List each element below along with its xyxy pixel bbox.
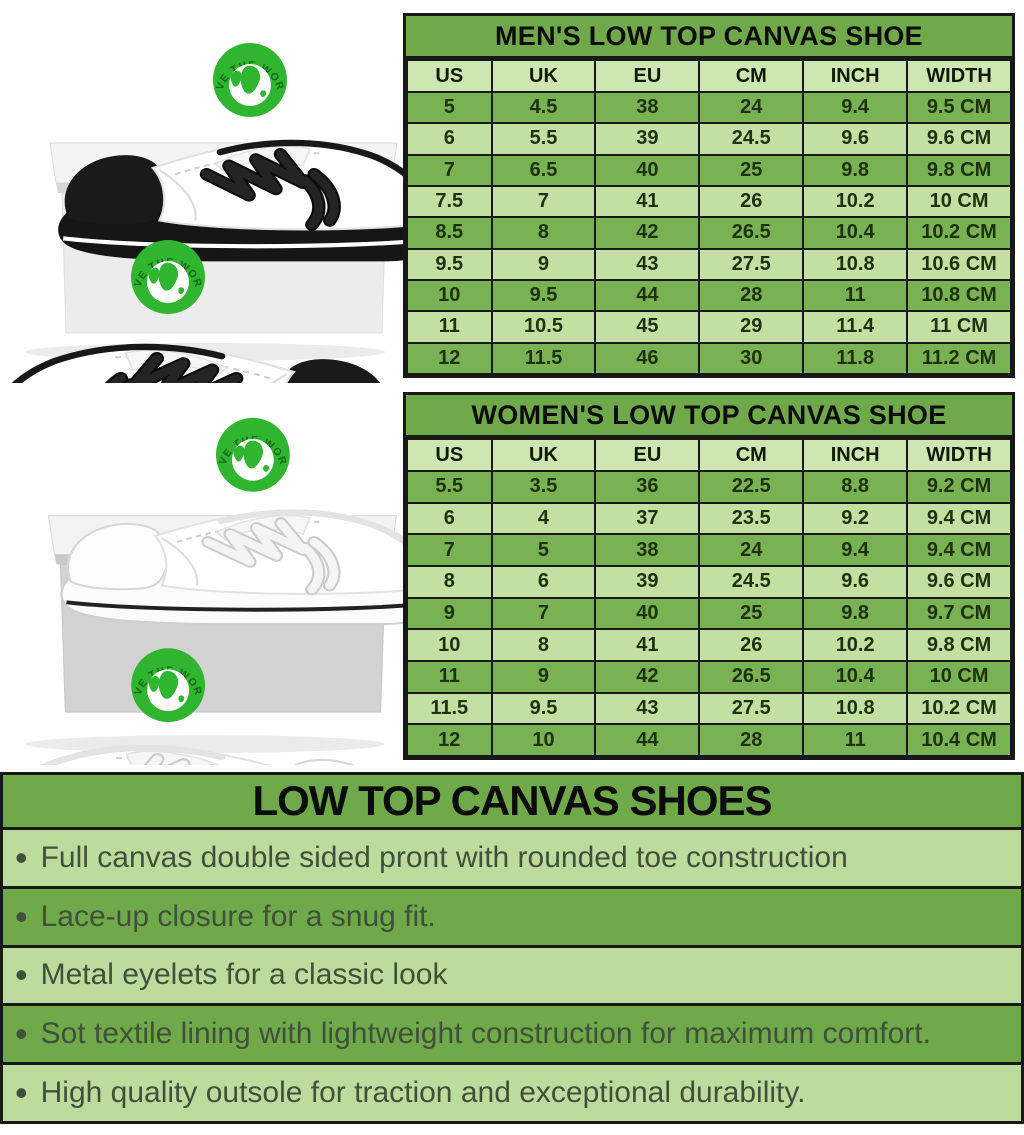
size-cell: 6.5 <box>492 155 596 186</box>
size-cell: 43 <box>595 249 699 280</box>
size-row <box>407 566 1011 598</box>
size-cell: 10.2 <box>803 186 907 217</box>
size-cell: 39 <box>595 123 699 154</box>
white-shoes-illustration <box>0 383 420 765</box>
size-cell: 7 <box>492 598 596 630</box>
size-cell: 10 <box>492 724 596 756</box>
size-cell: 10.8 CM <box>907 280 1011 311</box>
size-cell: 11 <box>407 661 492 693</box>
size-cell: 9.6 CM <box>907 566 1011 598</box>
size-cell: 9 <box>407 598 492 630</box>
size-row <box>407 629 1011 661</box>
size-cell: 8.8 <box>803 471 907 503</box>
size-cell: 5.5 <box>407 471 492 503</box>
size-cell: 11 <box>407 311 492 342</box>
size-cell: 9.2 CM <box>907 471 1011 503</box>
size-cell: 10 <box>407 280 492 311</box>
size-cell: 22.5 <box>699 471 803 503</box>
size-cell: 9.7 CM <box>907 598 1011 630</box>
size-cell: 30 <box>699 343 803 374</box>
size-cell: 9.6 <box>803 123 907 154</box>
size-cell: 9.5 <box>407 249 492 280</box>
size-cell: 9.4 CM <box>907 503 1011 535</box>
size-cell: 10.4 <box>803 217 907 248</box>
size-cell: 4 <box>492 503 596 535</box>
size-cell: 36 <box>595 471 699 503</box>
size-cell: 24 <box>699 92 803 123</box>
size-cell: 26.5 <box>699 217 803 248</box>
size-cell: 11 CM <box>907 311 1011 342</box>
column-header: US <box>407 439 492 471</box>
column-header: INCH <box>803 60 907 92</box>
size-cell: 11 <box>803 724 907 756</box>
size-cell: 25 <box>699 598 803 630</box>
column-header: INCH <box>803 439 907 471</box>
size-cell: 42 <box>595 217 699 248</box>
photo-white-shoes <box>0 383 420 765</box>
size-cell: 45 <box>595 311 699 342</box>
feature-item: • Full canvas double sided pront with rounded toe construction <box>3 830 1021 886</box>
size-cell: 7 <box>407 534 492 566</box>
size-cell: 10.6 CM <box>907 249 1011 280</box>
feature-item: • High quality outsole for traction and exceptional durability. <box>3 1065 1021 1121</box>
column-header: EU <box>595 439 699 471</box>
size-cell: 9 <box>492 249 596 280</box>
size-cell: 24.5 <box>699 123 803 154</box>
features-list <box>3 830 1021 1121</box>
size-cell: 29 <box>699 311 803 342</box>
size-cell: 11.5 <box>492 343 596 374</box>
size-cell: 44 <box>595 724 699 756</box>
size-cell: 7 <box>407 155 492 186</box>
size-cell: 9.6 <box>803 566 907 598</box>
size-cell: 9.5 <box>492 280 596 311</box>
features-title: LOW TOP CANVAS SHOES <box>3 775 1021 827</box>
size-row <box>407 217 1011 248</box>
size-cell: 10 CM <box>907 661 1011 693</box>
size-row <box>407 311 1011 342</box>
size-cell: 43 <box>595 693 699 725</box>
size-cell: 11.4 <box>803 311 907 342</box>
column-header: WIDTH <box>907 60 1011 92</box>
love-the-world-logo <box>131 648 205 722</box>
size-cell: 26 <box>699 629 803 661</box>
size-cell: 9.2 <box>803 503 907 535</box>
feature-item: • Lace-up closure for a snug fit. <box>3 889 1021 945</box>
mens-table-title: MEN'S LOW TOP CANVAS SHOE <box>406 16 1012 59</box>
column-header: CM <box>699 439 803 471</box>
size-row <box>407 724 1011 756</box>
feature-item: • Sot textile lining with lightweight construction for maximum comfort. <box>3 1006 1021 1062</box>
size-cell: 9.8 <box>803 598 907 630</box>
size-cell: 9.5 CM <box>907 92 1011 123</box>
size-row <box>407 155 1011 186</box>
size-row <box>407 661 1011 693</box>
size-cell: 3.5 <box>492 471 596 503</box>
size-row <box>407 123 1011 154</box>
size-row <box>407 471 1011 503</box>
size-cell: 10 CM <box>907 186 1011 217</box>
size-cell: 42 <box>595 661 699 693</box>
love-the-world-logo <box>216 418 290 492</box>
photo-black-shoes <box>0 0 420 383</box>
column-header: UK <box>492 439 596 471</box>
size-cell: 9.4 <box>803 92 907 123</box>
size-cell: 8.5 <box>407 217 492 248</box>
size-cell: 7.5 <box>407 186 492 217</box>
size-cell: 28 <box>699 724 803 756</box>
size-row <box>407 186 1011 217</box>
size-cell: 24.5 <box>699 566 803 598</box>
size-cell: 44 <box>595 280 699 311</box>
size-row <box>407 693 1011 725</box>
size-cell: 8 <box>407 566 492 598</box>
size-cell: 28 <box>699 280 803 311</box>
size-cell: 11.2 CM <box>907 343 1011 374</box>
size-cell: 9.6 CM <box>907 123 1011 154</box>
black-shoes-illustration <box>0 0 420 383</box>
womens-table-title: WOMEN'S LOW TOP CANVAS SHOE <box>406 395 1012 438</box>
size-row <box>407 249 1011 280</box>
size-cell: 40 <box>595 155 699 186</box>
size-row <box>407 92 1011 123</box>
size-cell: 40 <box>595 598 699 630</box>
size-cell: 6 <box>407 503 492 535</box>
size-cell: 10.2 CM <box>907 217 1011 248</box>
mens-size-table <box>403 13 1015 378</box>
size-cell: 10.4 CM <box>907 724 1011 756</box>
size-cell: 38 <box>595 534 699 566</box>
size-cell: 27.5 <box>699 249 803 280</box>
column-header: UK <box>492 60 596 92</box>
size-cell: 5 <box>407 92 492 123</box>
size-row <box>407 503 1011 535</box>
size-row <box>407 534 1011 566</box>
size-cell: 26 <box>699 186 803 217</box>
size-cell: 9.8 <box>803 155 907 186</box>
size-cell: 27.5 <box>699 693 803 725</box>
size-row <box>407 343 1011 374</box>
size-cell: 10.8 <box>803 249 907 280</box>
love-the-world-logo <box>131 240 205 314</box>
white-shoe-on-box <box>61 510 420 624</box>
column-header: EU <box>595 60 699 92</box>
size-cell: 8 <box>492 629 596 661</box>
size-cell: 38 <box>595 92 699 123</box>
size-cell: 10.2 CM <box>907 693 1011 725</box>
size-cell: 9.4 <box>803 534 907 566</box>
size-cell: 39 <box>595 566 699 598</box>
size-cell: 11 <box>803 280 907 311</box>
size-cell: 46 <box>595 343 699 374</box>
features-section <box>0 772 1024 1124</box>
size-cell: 10.8 <box>803 693 907 725</box>
size-cell: 7 <box>492 186 596 217</box>
size-cell: 9.4 CM <box>907 534 1011 566</box>
size-cell: 9.8 CM <box>907 629 1011 661</box>
size-cell: 10.2 <box>803 629 907 661</box>
size-cell: 11.8 <box>803 343 907 374</box>
size-row <box>407 280 1011 311</box>
column-header: US <box>407 60 492 92</box>
size-cell: 10.5 <box>492 311 596 342</box>
size-cell: 9.8 CM <box>907 155 1011 186</box>
size-cell: 25 <box>699 155 803 186</box>
size-cell: 5 <box>492 534 596 566</box>
size-cell: 26.5 <box>699 661 803 693</box>
size-cell: 12 <box>407 343 492 374</box>
size-cell: 41 <box>595 186 699 217</box>
size-cell: 10 <box>407 629 492 661</box>
size-cell: 4.5 <box>492 92 596 123</box>
size-cell: 12 <box>407 724 492 756</box>
womens-size-table <box>403 392 1015 760</box>
size-row <box>407 598 1011 630</box>
column-header: CM <box>699 60 803 92</box>
size-cell: 24 <box>699 534 803 566</box>
size-cell: 6 <box>407 123 492 154</box>
feature-item: • Metal eyelets for a classic look <box>3 948 1021 1004</box>
size-cell: 23.5 <box>699 503 803 535</box>
size-cell: 10.4 <box>803 661 907 693</box>
size-cell: 9 <box>492 661 596 693</box>
size-cell: 11.5 <box>407 693 492 725</box>
size-cell: 5.5 <box>492 123 596 154</box>
love-the-world-logo <box>213 43 287 117</box>
womens-size-grid <box>406 438 1012 757</box>
size-cell: 8 <box>492 217 596 248</box>
mens-size-grid <box>406 59 1012 375</box>
size-cell: 41 <box>595 629 699 661</box>
column-header: WIDTH <box>907 439 1011 471</box>
size-cell: 9.5 <box>492 693 596 725</box>
size-cell: 37 <box>595 503 699 535</box>
black-shoe-on-box <box>58 141 420 262</box>
size-cell: 6 <box>492 566 596 598</box>
